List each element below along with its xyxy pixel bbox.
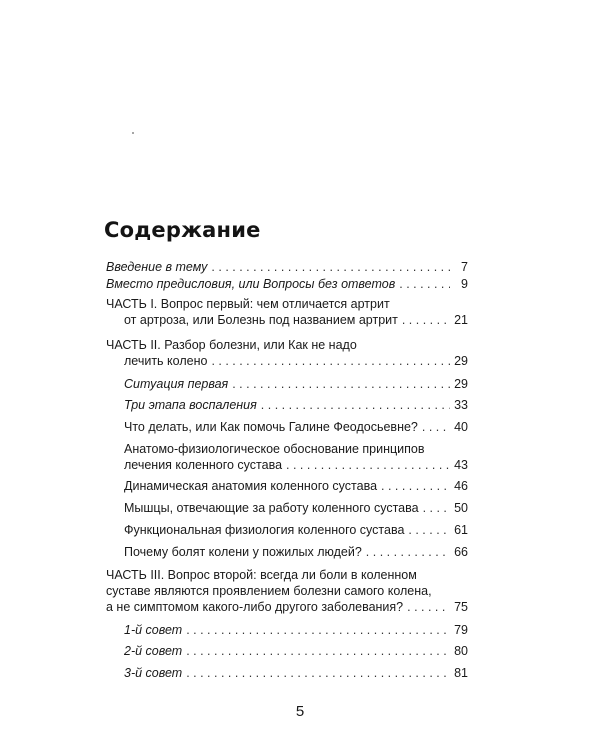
entry-line: суставе являются проявлением болезни самого колена,	[106, 584, 432, 598]
toc-entry-functional-physiology[interactable]	[124, 522, 468, 538]
toc-entry-advice-2[interactable]	[124, 643, 468, 659]
entry-page: 29	[454, 377, 468, 391]
toc-entry-part-2[interactable]	[106, 337, 468, 369]
entry-page: 40	[454, 420, 468, 434]
entry-page: 21	[454, 313, 468, 327]
dot-leader	[381, 478, 450, 494]
dot-leader	[399, 276, 450, 292]
toc-entry-elderly-knees[interactable]	[124, 544, 468, 560]
dot-leader	[186, 665, 450, 681]
entry-text: лечения коленного сустава	[124, 458, 283, 472]
entry-text: 1-й совет	[124, 623, 183, 637]
dot-leader	[408, 522, 450, 538]
entry-page: 81	[454, 666, 468, 680]
dot-leader	[286, 457, 450, 473]
entry-page: 80	[454, 644, 468, 658]
toc-entry-part-3[interactable]	[106, 567, 468, 615]
entry-text: Мышцы, отвечающие за работу коленного сустава	[124, 501, 419, 515]
dot-leader	[402, 312, 450, 328]
toc-entry-dynamic-anatomy[interactable]	[124, 478, 468, 494]
toc-entry-anatomy-rationale[interactable]	[124, 441, 468, 473]
entry-page: 66	[454, 545, 468, 559]
toc-entry-what-to-do[interactable]	[124, 419, 468, 435]
dot-leader	[407, 599, 450, 615]
entry-page: 79	[454, 623, 468, 637]
entry-page: 29	[454, 354, 468, 368]
entry-page: 7	[461, 260, 468, 274]
entry-text: Введение в тему	[106, 260, 208, 274]
toc-entry-part-1[interactable]	[106, 296, 468, 328]
entry-page: 46	[454, 479, 468, 493]
entry-text: Что делать, или Как помочь Галине Феодосьевне?	[124, 420, 418, 434]
toc-entry-advice-3[interactable]	[124, 665, 468, 681]
dot-leader	[211, 259, 450, 275]
dot-leader	[186, 643, 450, 659]
entry-line: ЧАСТЬ II. Разбор болезни, или Как не надо	[106, 338, 357, 352]
entry-page: 9	[461, 277, 468, 291]
dot-leader	[261, 397, 450, 413]
toc-entry-intro[interactable]	[106, 259, 468, 275]
toc-entry-muscles[interactable]	[124, 500, 468, 516]
entry-text: 2-й совет	[124, 644, 183, 658]
dot-leader	[232, 376, 450, 392]
entry-text: от артроза, или Болезнь под названием артрит	[124, 313, 398, 327]
entry-text: а не симптомом какого-либо другого заболевания?	[106, 600, 404, 614]
entry-page: 61	[454, 523, 468, 537]
page-number: 5	[295, 703, 305, 720]
toc-title: Содержание	[104, 218, 261, 242]
dot-leader	[422, 419, 450, 435]
entry-text: Почему болят колени у пожилых людей?	[124, 545, 362, 559]
entry-page: 75	[454, 600, 468, 614]
toc-entry-advice-1[interactable]	[124, 622, 468, 638]
entry-line: Анатомо-физиологическое обоснование принципов	[124, 442, 425, 456]
dot-leader	[423, 500, 450, 516]
entry-text: лечить колено	[124, 354, 208, 368]
entry-page: 33	[454, 398, 468, 412]
toc-entry-preface[interactable]	[106, 276, 468, 292]
entry-text: Функциональная физиология коленного сустава	[124, 523, 405, 537]
entry-page: 43	[454, 458, 468, 472]
entry-text: Ситуация первая	[124, 377, 229, 391]
entry-page: 50	[454, 501, 468, 515]
toc-entry-situation-1[interactable]	[124, 376, 468, 392]
dot-leader	[186, 622, 450, 638]
entry-line: ЧАСТЬ III. Вопрос второй: всегда ли боли в коленном	[106, 568, 417, 582]
entry-text: 3-й совет	[124, 666, 183, 680]
entry-text: Три этапа воспаления	[124, 398, 257, 412]
entry-line: ЧАСТЬ I. Вопрос первый: чем отличается артрит	[106, 297, 390, 311]
entry-text: Вместо предисловия, или Вопросы без ответов	[106, 277, 396, 291]
scan-speck	[132, 132, 134, 134]
toc-entry-inflammation-stages[interactable]	[124, 397, 468, 413]
dot-leader	[366, 544, 450, 560]
dot-leader	[211, 353, 450, 369]
entry-text: Динамическая анатомия коленного сустава	[124, 479, 378, 493]
